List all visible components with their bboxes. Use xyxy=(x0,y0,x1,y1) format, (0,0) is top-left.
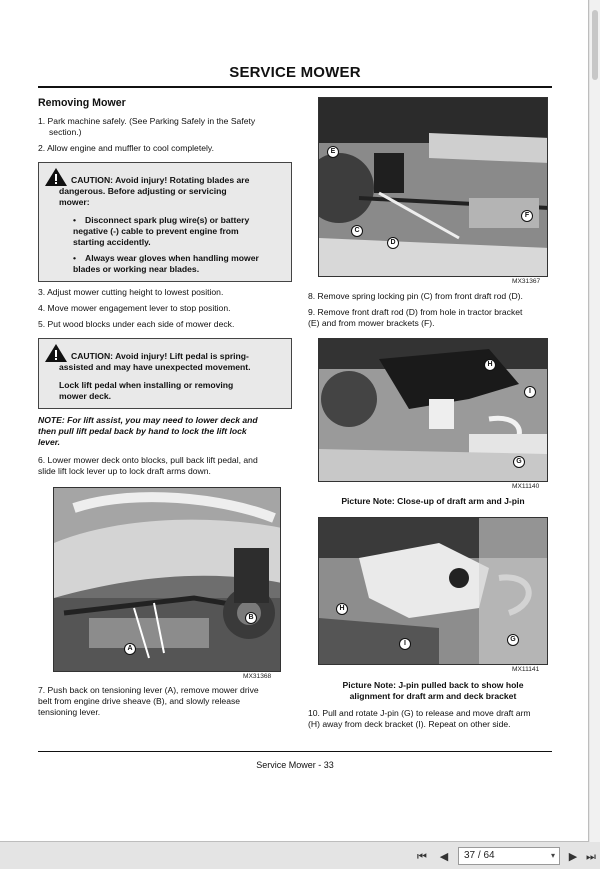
caution1-line-3: mower: xyxy=(59,197,90,207)
callout-i: I xyxy=(524,386,536,398)
figure-draft-rod xyxy=(318,97,548,277)
step-1-line-1: 1. Park machine safely. (See Parking Safely in the Safety xyxy=(38,116,256,126)
caution1-b2-line-2: blades or working near blades. xyxy=(73,264,200,274)
callout-a: A xyxy=(124,643,136,655)
step-7-line-2: belt from engine drive sheave (B), and slowly release xyxy=(38,696,241,706)
footer-rule xyxy=(38,751,552,752)
section-heading: Removing Mower xyxy=(38,97,126,109)
figure-1-photo xyxy=(54,488,281,672)
vertical-scrollbar[interactable] xyxy=(590,0,600,842)
callout-g: G xyxy=(507,634,519,646)
last-page-icon[interactable]: ⏭ xyxy=(586,851,596,863)
page-footer: Service Mower - 33 xyxy=(256,760,334,770)
page-number-select[interactable] xyxy=(458,847,560,865)
step-5: 5. Put wood blocks under each side of mower deck. xyxy=(38,319,235,329)
step-6-line-2: slide lift lock lever up to lock draft arms down. xyxy=(38,466,211,476)
title-rule xyxy=(38,86,552,88)
viewer-toolbar xyxy=(0,843,600,869)
figure-1-code: MX31368 xyxy=(243,673,272,680)
figure-4-code: MX11141 xyxy=(512,666,540,673)
step-7-line-3: tensioning lever. xyxy=(38,707,101,717)
figure-mower-drive-belt xyxy=(53,487,281,672)
caution2-line-2: assisted and may have unexpected movement. xyxy=(59,362,251,372)
callout-f: F xyxy=(521,210,533,222)
figure-3-code: MX11140 xyxy=(512,483,540,490)
caution1-b1-line-1: Disconnect spark plug wire(s) or battery xyxy=(85,215,250,225)
caution-box-blades xyxy=(38,162,292,282)
figure-2-photo xyxy=(319,98,548,277)
next-page-icon[interactable]: ▶ xyxy=(568,851,578,863)
caution1-b2-line-1: Always wear gloves when handling mower xyxy=(85,253,259,263)
picture-note-jpin-line-2: alignment for draft arm and deck bracket xyxy=(349,691,517,702)
previous-page-icon[interactable]: ◀ xyxy=(439,851,449,863)
callout-h: H xyxy=(336,603,348,615)
step-8: 8. Remove spring locking pin (C) from front draft rod (D). xyxy=(308,291,523,301)
figure-2-code: MX31367 xyxy=(512,278,541,285)
callout-e: E xyxy=(327,146,339,158)
callout-i: I xyxy=(399,638,411,650)
bullet-dot: • xyxy=(73,215,77,225)
step-9-line-1: 9. Remove front draft rod (D) from hole in tractor bracket xyxy=(308,307,523,317)
step-4: 4. Move mower engagement lever to stop position. xyxy=(38,303,231,313)
caution2-line-1: CAUTION: Avoid injury! Lift pedal is spring- xyxy=(71,351,249,361)
caution1-line-2: dangerous. Before adjusting or servicing xyxy=(59,186,227,196)
picture-note-closeup: Picture Note: Close-up of draft arm and J-pin xyxy=(341,496,525,506)
step-6-line-1: 6. Lower mower deck onto blocks, pull back lift pedal, and xyxy=(38,455,258,465)
chevron-down-icon: ▾ xyxy=(550,851,555,860)
caution2-extra-1: Lock lift pedal when installing or removing xyxy=(59,380,234,390)
callout-h: H xyxy=(484,359,496,371)
warning-icon xyxy=(44,167,68,187)
picture-note-jpin-line-1: Picture Note: J-pin pulled back to show hole xyxy=(342,680,524,690)
note-line-2: then pull lift pedal back by hand to lock the lift lock xyxy=(38,426,247,437)
callout-b: B xyxy=(245,612,257,624)
callout-c: C xyxy=(351,225,363,237)
step-10-line-1: 10. Pull and rotate J-pin (G) to release and move draft arm xyxy=(308,708,531,718)
step-3: 3. Adjust mower cutting height to lowest position. xyxy=(38,287,224,297)
note-lift-assist xyxy=(38,415,288,449)
step-2: 2. Allow engine and muffler to cool completely. xyxy=(38,143,214,153)
bullet-dot: • xyxy=(73,253,77,263)
step-1-line-2: section.) xyxy=(49,127,82,137)
caution2-extra-2: mower deck. xyxy=(59,391,112,401)
first-page-icon[interactable]: ⏮ xyxy=(417,851,427,863)
figure-draft-arm-closeup xyxy=(318,338,548,482)
picture-note-jpin xyxy=(308,680,558,702)
page-indicator: 37 / 64 xyxy=(464,850,495,861)
warning-icon xyxy=(44,343,68,363)
figure-jpin-pulled xyxy=(318,517,548,665)
note-line-3: lever. xyxy=(38,437,60,448)
page-title: SERVICE MOWER xyxy=(229,64,361,81)
caution-box-lift-pedal xyxy=(38,338,292,409)
callout-d: D xyxy=(387,237,399,249)
caution1-b1-line-2: negative (-) cable to prevent engine from xyxy=(73,226,239,236)
scrollbar-thumb[interactable] xyxy=(592,10,598,80)
note-line-1: NOTE: For lift assist, you may need to lower deck and xyxy=(38,415,258,425)
step-9-line-2: (E) and from mower brackets (F). xyxy=(308,318,435,328)
callout-g: G xyxy=(513,456,525,468)
caution1-line-1: CAUTION: Avoid injury! Rotating blades are xyxy=(71,175,250,185)
step-10-line-2: (H) away from deck bracket (I). Repeat on other side. xyxy=(308,719,511,729)
step-7-line-1: 7. Push back on tensioning lever (A), remove mower drive xyxy=(38,685,259,695)
caution1-b1-line-3: starting accidently. xyxy=(73,237,151,247)
